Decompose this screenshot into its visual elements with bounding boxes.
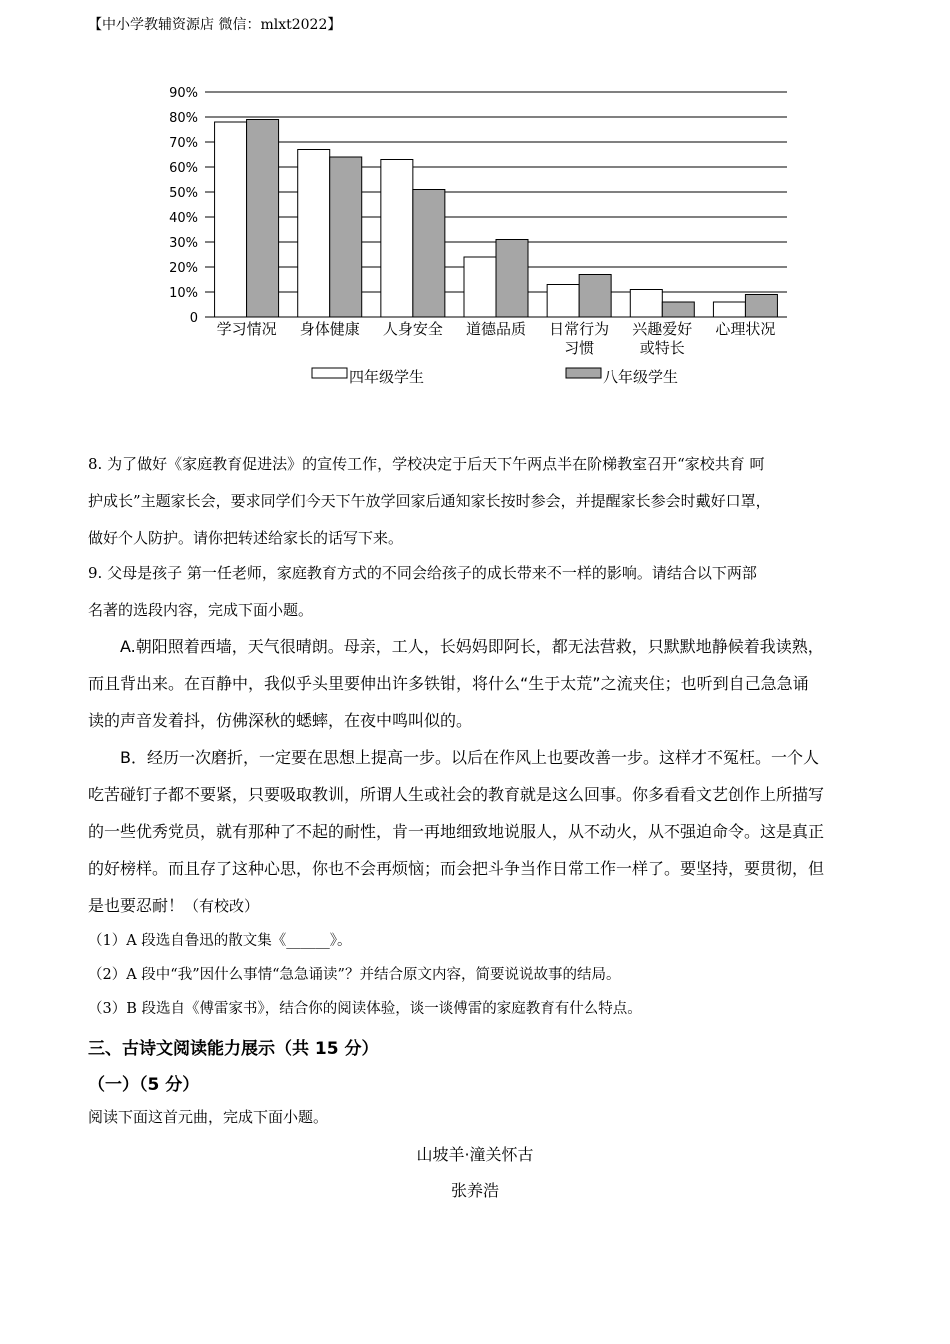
passage-b-last-line: 是也要忍耐！ <box>88 896 185 915</box>
bar-grade4 <box>547 285 579 318</box>
x-tick-label: 日常行为 <box>549 320 610 338</box>
passage-a <box>88 628 863 739</box>
part-title: （一）（5 分） <box>88 1075 200 1095</box>
bar-chart <box>160 78 810 398</box>
passage-b-line: 吃苦碰钉子都不要紧，只要吸取教训，所谓人生或社会的教育就是这么回事。你多看看文艺创作上所描写 <box>88 785 825 804</box>
bar-grade4 <box>464 257 496 317</box>
passage-b-line <box>88 887 863 925</box>
y-tick-label: 40% <box>169 211 198 226</box>
passage-b <box>88 739 863 925</box>
question-9 <box>88 555 863 629</box>
bar-grade8 <box>330 157 362 317</box>
x-tick-label: 兴趣爱好 <box>632 320 693 338</box>
x-tick-label: 习惯 <box>564 339 595 357</box>
y-tick-label: 10% <box>169 286 198 301</box>
poem-author: 张养浩 <box>450 1181 499 1200</box>
bar-grade4 <box>381 160 413 318</box>
x-tick-label: 或特长 <box>639 339 685 357</box>
x-tick-label: 学习情况 <box>216 320 277 338</box>
legend-swatch <box>312 368 347 378</box>
q8-line: 8. 为了做好《家庭教育促进法》的宣传工作，学校决定于后天下午两点半在阶梯教室召开“家校共育 呵 <box>88 455 765 473</box>
q8-line: 做好个人防护。请你把转述给家长的话写下来。 <box>88 529 404 547</box>
y-tick-label: 60% <box>169 161 198 176</box>
y-tick-label: 20% <box>169 261 198 276</box>
q9-line: 名著的选段内容，完成下面小题。 <box>88 601 314 619</box>
y-tick-label: 80% <box>169 111 198 126</box>
subquestions <box>88 924 863 1026</box>
bar-grade8 <box>662 302 694 317</box>
q9-line: 9. 父母是孩子 第一任老师，家庭教育方式的不同会给孩子的成长带来不一样的影响。请结合以下两部 <box>88 564 757 582</box>
y-tick-label: 70% <box>169 136 198 151</box>
x-tick-label: 人身安全 <box>382 320 443 338</box>
passage-a-line: 读的声音发着抖，仿佛深秋的蟋蟀，在夜中鸣叫似的。 <box>88 711 473 730</box>
page-header: 【中小学教辅资源店 微信：mlxt2022】 <box>88 17 342 33</box>
section-intro: 阅读下面这首元曲，完成下面小题。 <box>88 1108 329 1126</box>
bar-grade4 <box>713 302 745 317</box>
bar-grade8 <box>579 275 611 318</box>
passage-a-line: A.朝阳照着西墙，天气很晴朗。母亲，工人，长妈妈即阿长，都无法营救，只默默地静候着我读熟， <box>120 637 824 656</box>
bar-grade8 <box>496 240 528 318</box>
bar-grade4 <box>298 150 330 318</box>
legend-label: 四年级学生 <box>349 368 425 386</box>
bar-grade4 <box>630 290 662 318</box>
passage-b-line: B．经历一次磨折，一定要在思想上提高一步。以后在作风上也要改善一步。这样才不冤枉。一个人 <box>120 748 819 767</box>
passage-a-line: 而且背出来。在百静中，我似乎头里要伸出许多铁钳，将什么“生于太荒”之流夹住；也听到自己急急诵 <box>88 674 809 693</box>
x-tick-label: 身体健康 <box>299 320 360 338</box>
poem-title: 山坡羊·潼关怀古 <box>416 1145 534 1164</box>
q8-line: 护成长”主题家长会，要求同学们今天下午放学回家后通知家长按时参会，并提醒家长参会时戴好口罩， <box>88 492 771 510</box>
bar-grade4 <box>215 122 247 317</box>
passage-b-note: （有校改） <box>184 897 260 915</box>
bar-grade8 <box>413 190 445 318</box>
y-tick-label: 30% <box>169 236 198 251</box>
passage-b-line: 的一些优秀党员，就有那种了不起的耐性，肯一再地细致地说服人，从不动火，从不强迫命令。这是真正 <box>88 822 825 841</box>
x-tick-label: 道德品质 <box>465 320 527 338</box>
question-8 <box>88 446 863 557</box>
y-tick-label: 50% <box>169 186 198 201</box>
subquestion-2: （2）A 段中“我”因什么事情“急急诵读”？并结合原文内容，简要说说故事的结局。 <box>88 967 621 983</box>
section-title: 三、古诗文阅读能力展示（共 15 分） <box>88 1039 379 1059</box>
passage-b-line: 的好榜样。而且存了这种心思，你也不会再烦恼；而会把斗争当作日常工作一样了。要坚持，要贯彻，但 <box>88 859 825 878</box>
subquestion-3: （3）B 段选自《傅雷家书》，结合你的阅读体验，谈一谈傅雷的家庭教育有什么特点。 <box>88 1001 642 1017</box>
legend-swatch <box>566 368 601 378</box>
y-tick-label: 90% <box>169 86 198 101</box>
y-tick-label: 0 <box>189 311 198 326</box>
subquestion-1: （1）A 段选自鲁迅的散文集《______》。 <box>88 933 352 949</box>
x-tick-label: 心理状况 <box>715 320 776 338</box>
legend-label: 八年级学生 <box>603 368 679 386</box>
bar-grade8 <box>745 295 777 318</box>
bar-grade8 <box>247 120 279 318</box>
